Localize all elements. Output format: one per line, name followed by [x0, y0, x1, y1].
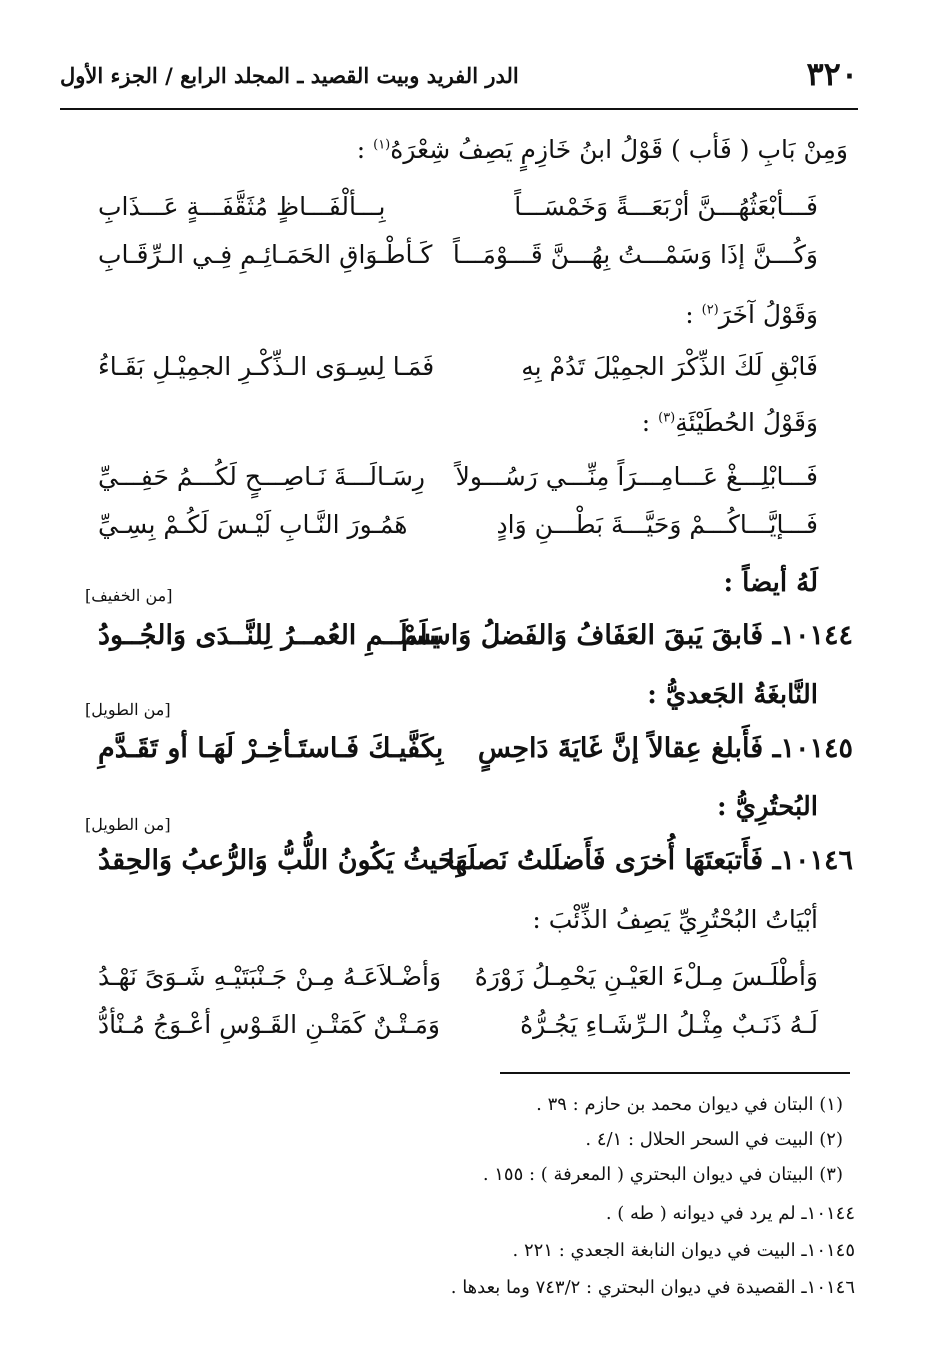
verse-number: ١٠١٤٤ـ: [772, 620, 853, 651]
meter-label: [من الطويل]: [85, 815, 171, 834]
intro-text: وَقَوْلُ الحُطَيْئَةِ: [675, 408, 818, 437]
verse-hemistich: فَأَبلغ عِقالاً إنَّ غَايَةَ دَاحِسٍ: [477, 733, 764, 764]
meter-label: [من الخفيف]: [85, 586, 173, 605]
footnote: (١) البتان في ديوان محمد بن حازم : ٣٩ .: [536, 1094, 843, 1115]
running-title: الدر الفريد وبيت القصيد ـ المجلد الرابع / الجزء الأول: [60, 63, 519, 88]
verse-right: فَابْقِ لَكَ الذِّكْرَ الجمِيْلَ تَدُمْ بِهِ: [521, 352, 818, 381]
verse-number: ١٠١٤٦ـ: [772, 845, 853, 876]
verse-left: فَمَـا لِسِـوَى الـذِّكْـرِ الجمِيْـلِ بَقَـاءُ: [98, 352, 435, 381]
verse-right: فَـــإيَّـــاكُـــمْ وَحَيَّـــةَ بَطْـــنِ وَادٍ: [496, 510, 818, 539]
intro-colon: :: [356, 135, 374, 164]
verse-right: وَأطْلَـسَ مِـلْءَ العَيْـنِ يَحْمِـلُ زَوْرَهُ: [474, 962, 818, 991]
verse-hemistich: فَأَتبَعتَهَا أُخرَى فَأَضلَلتُ نَصلَهَا: [447, 845, 764, 876]
intro-colon: :: [685, 300, 702, 329]
footnote: (٣) البيتان في ديوان البحتري ( المعرفة ) : ١٥٥ .: [482, 1164, 843, 1185]
verse-right: فَـــابْلِـــغْ عَـــامِـــرَاً مِنِّـــي رَسُـــولاً: [455, 462, 818, 491]
intro-line-1: [357, 135, 848, 164]
verse-left: يَسلَــمِ العُمــرُ لِلنَّــدَى وَالجُــودُ: [98, 620, 441, 651]
header-rule: [60, 108, 858, 110]
verse-left: بِحَيثُ يَكُونُ اللُّبُّ وَالرُّعبُ وَالحِقدُ: [98, 845, 463, 876]
intro-text: وَمِنْ بَابِ ( فَأب ) قَوْلُ ابنُ خَازِمٍ يَصِفُ شِعْرَهُ: [390, 135, 848, 164]
footnote-marker: (٢): [701, 302, 719, 318]
verse-hemistich: فَابقَ يَبقَ العَفَافُ وَالفَضلُ وَاسلَمْ: [401, 620, 764, 651]
footnote: (٢) البيت في السحر الحلال : ٤/١ .: [585, 1129, 843, 1150]
verse-left: رِسَـالَـــةَ نَـاصِـــحٍ لَكُـــمُ حَفِـــيِّ: [98, 462, 425, 491]
footnote: ١٠١٤٥ـ البيت في ديوان النابغة الجعدي : ٢٢١ .: [512, 1240, 855, 1261]
section-heading: البُحتُرِيُّ :: [717, 792, 818, 822]
verse-right: وَكُـــنَّ إذَا وَسَمْـــتُ بِهُـــنَّ قَـــوْمَـــاً: [452, 240, 818, 269]
footnote-marker: (٣): [658, 410, 676, 426]
intro-colon: :: [641, 408, 659, 437]
verse-left: هَمُـورَ النَّـابِ لَيْـسَ لَكُـمْ بِسِـيِّ: [98, 510, 408, 539]
page-header: [60, 55, 858, 105]
section-heading: النَّابغَةُ الجَعديُّ :: [647, 680, 818, 710]
footnote-rule: [500, 1072, 850, 1074]
verse-right: لَـهُ ذَنَـبٌ مِثْـلُ الـرِّشَـاءِ يَجُـرُّهُ: [520, 1010, 818, 1039]
footnote: ١٠١٤٦ـ القصيدة في ديوان البحتري : ٧٤٣/٢ وما بعدها .: [450, 1277, 855, 1298]
footnote: ١٠١٤٤ـ لم يرد في ديوانه ( طه ) .: [605, 1203, 855, 1224]
numbered-verse-right: [478, 733, 853, 764]
numbered-verse-right: [401, 620, 853, 651]
section-heading: لَهُ أيضاً :: [723, 568, 818, 598]
verse-number: ١٠١٤٥ـ: [772, 733, 853, 764]
intro-line-4: أبْيَاتُ البُحْتُرِيِّ يَصِفُ الذِّئْبَ :: [532, 905, 818, 934]
verse-right: فَـــأبْعَثُهُـــنَّ أرْبَعَـــةً وَخَمْسَـــاً: [514, 192, 818, 221]
page-number: ٣٢٠: [806, 55, 858, 93]
verse-left: بِـــألْفَـــاظٍ مُثَقَّفَـــةٍ عَـــذَابِ: [98, 192, 386, 221]
numbered-verse-right: [447, 845, 853, 876]
footnote-marker: (١): [373, 137, 391, 153]
verse-left: كَـأطْـوَاقِ الحَمَـائِـمِ فِـي الـرِّقَـابِ: [98, 240, 433, 269]
verse-left: بِكَفَّيـكَ فَـاستَـأخِـرْ لَهَـا أو تَقَـدَّمِ: [98, 733, 444, 764]
verse-left: وَمَـتْـنٌ كَمَتْـنِ القَـوْسِ أعْـوَجُ مُـنْأدُّ: [98, 1010, 440, 1039]
verse-left: وَأضْـلاَعَـهُ مِـنْ جَـنْبَتَيْـهِ شَـوَىً نَهْـدُ: [98, 962, 442, 991]
meter-label: [من الطويل]: [85, 700, 171, 719]
intro-line-3: [642, 408, 818, 437]
intro-line-2: [685, 300, 818, 329]
intro-text: وَقَوْلُ آخَرَ: [718, 300, 818, 329]
